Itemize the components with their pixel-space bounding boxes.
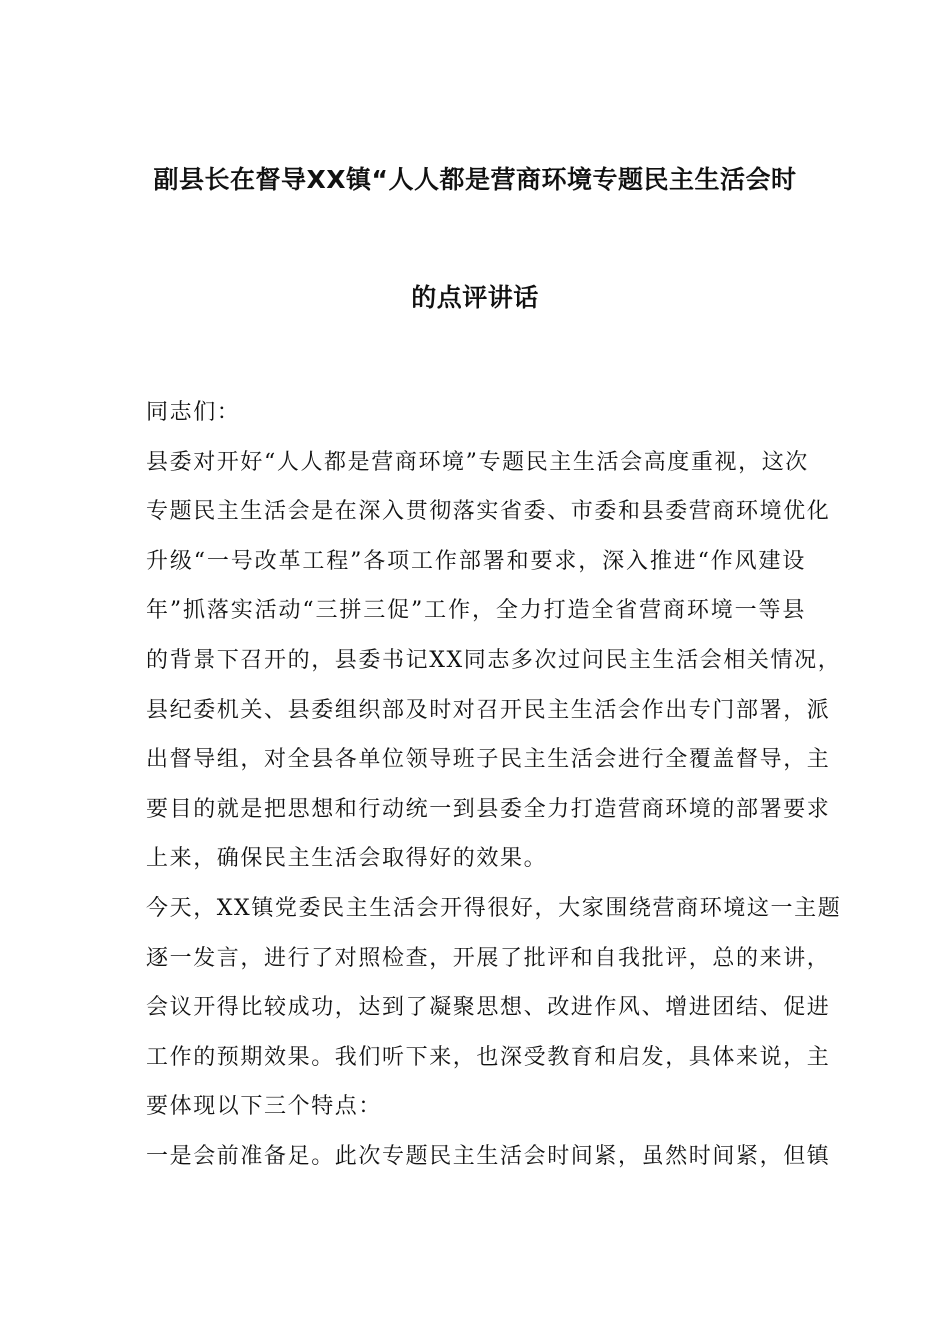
body-line: 今天，XX镇党委民主生活会开得很好，大家围绕营商环境这一主题 bbox=[146, 895, 842, 921]
body-line: 一是会前准备足。此次专题民主生活会时间紧，虽然时间紧，但镇 bbox=[146, 1143, 831, 1169]
body-line: 会议开得比较成功，达到了凝聚思想、改进作风、增进团结、促进 bbox=[146, 995, 831, 1021]
body-line: 县委对开好“人人都是营商环境”专题民主生活会高度重视，这次 bbox=[146, 449, 809, 475]
body-line: 县纪委机关、县委组织部及时对召开民主生活会作出专门部署，派 bbox=[146, 697, 831, 723]
body-line: 出督导组，对全县各单位领导班子民主生活会进行全覆盖督导，主 bbox=[146, 747, 831, 773]
body-line: 的背景下召开的，县委书记XX同志多次过问民主生活会相关情况， bbox=[146, 647, 842, 673]
body-line: 升级“一号改革工程”各项工作部署和要求，深入推进“作风建设 bbox=[146, 548, 806, 574]
body-line: 逐一发言，进行了对照检查，开展了批评和自我批评，总的来讲， bbox=[146, 945, 831, 971]
body-line: 要目的就是把思想和行动统一到县委全力打造营商环境的部署要求 bbox=[146, 796, 831, 822]
document-title-line-1: 副县长在督导XX镇“人人都是营商环境专题民主生活会时 bbox=[153, 165, 797, 194]
body-line: 工作的预期效果。我们听下来，也深受教育和启发，具体来说，主 bbox=[146, 1044, 831, 1070]
body-line: 上来，确保民主生活会取得好的效果。 bbox=[146, 846, 548, 872]
document-title-line-2: 的点评讲话 bbox=[411, 283, 539, 312]
body-line: 年”抓落实活动“三拼三促”工作，全力打造全省营商环境一等县 bbox=[146, 598, 806, 624]
salutation: 同志们： bbox=[146, 400, 241, 425]
body-line: 要体现以下三个特点： bbox=[146, 1094, 383, 1120]
body-line: 专题民主生活会是在深入贯彻落实省委、市委和县委营商环境优化 bbox=[146, 499, 831, 525]
document-body bbox=[146, 393, 842, 1187]
